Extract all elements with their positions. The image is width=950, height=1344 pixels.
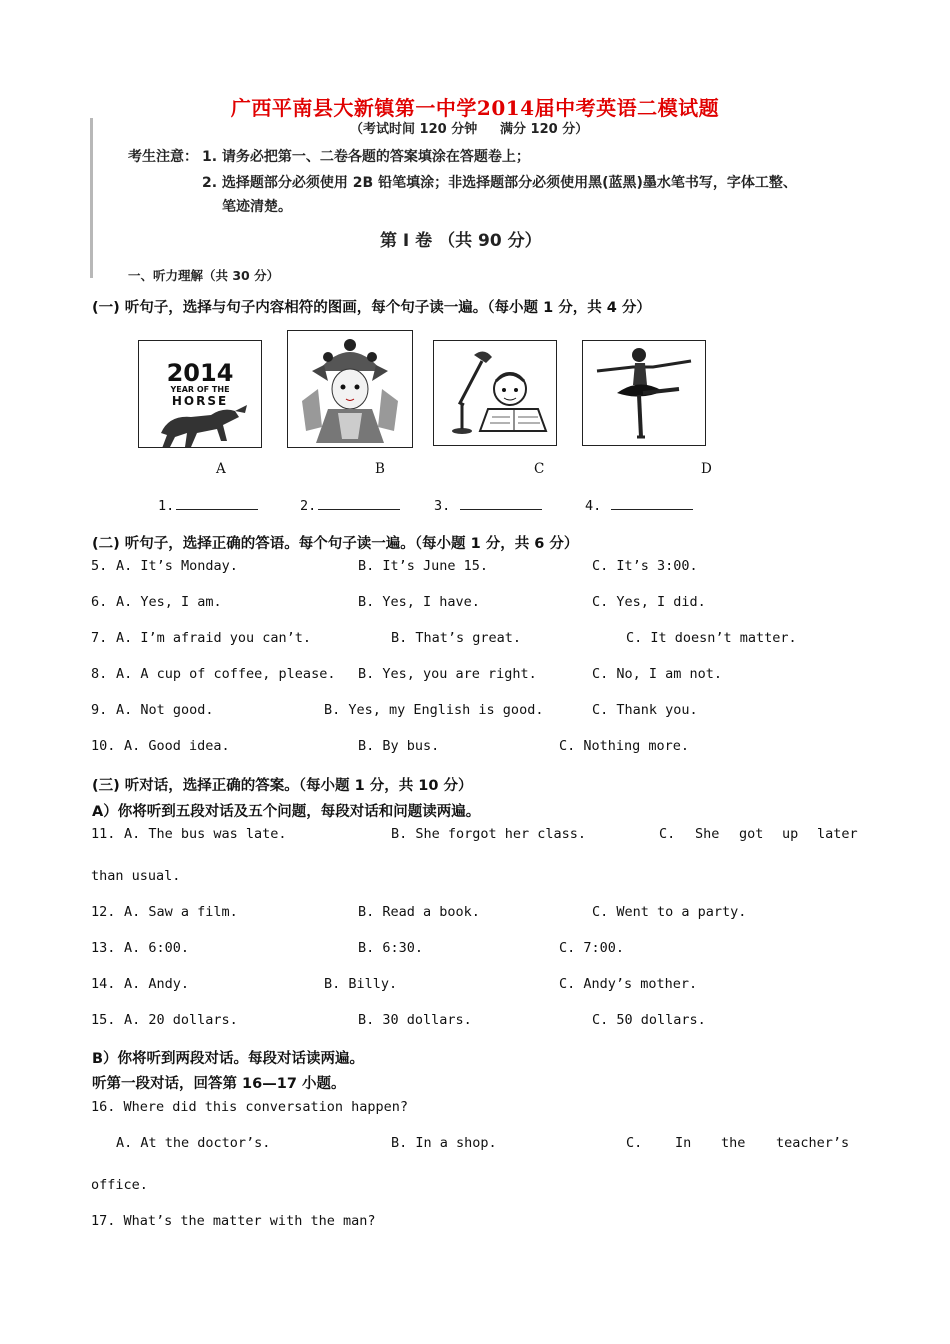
option-b[interactable]: B. 30 dollars. bbox=[358, 1012, 472, 1028]
option-c[interactable]: C. It’s 3:00. bbox=[592, 558, 698, 574]
option-c-wrap: than usual. bbox=[91, 868, 181, 884]
picture-d-label: D bbox=[701, 461, 712, 477]
option-b[interactable]: B. That’s great. bbox=[391, 630, 522, 646]
option-b[interactable]: B. It’s June 15. bbox=[358, 558, 489, 574]
option-c-word: In bbox=[675, 1135, 692, 1151]
blank-number: 4. bbox=[585, 498, 602, 514]
option-b[interactable]: B. She forgot her class. bbox=[391, 826, 587, 842]
option-a[interactable]: A. Yes, I am. bbox=[116, 594, 222, 610]
option-a[interactable]: A. 6:00. bbox=[124, 940, 190, 956]
part-heading: 一、听力理解（共 30 分） bbox=[128, 268, 280, 283]
option-c[interactable]: C. Went to a party. bbox=[592, 904, 747, 920]
option-c-word: got bbox=[739, 826, 764, 842]
blank-line bbox=[176, 497, 258, 510]
option-b[interactable]: B. By bus. bbox=[358, 738, 440, 754]
option-b[interactable]: B. Read a book. bbox=[358, 904, 480, 920]
blank-line bbox=[318, 497, 400, 510]
option-c[interactable]: C. It doesn’t matter. bbox=[626, 630, 797, 646]
volume-heading: 第 I 卷 （共 90 分） bbox=[380, 231, 542, 251]
question-number: 6. bbox=[91, 594, 108, 610]
option-b[interactable]: B. In a shop. bbox=[391, 1135, 497, 1151]
picture-a bbox=[138, 340, 262, 448]
option-a[interactable]: A. 20 dollars. bbox=[124, 1012, 238, 1028]
answer-blank-4[interactable] bbox=[585, 497, 693, 514]
picture-b-label: B bbox=[375, 461, 385, 477]
exam-info-block bbox=[88, 116, 858, 283]
picture-d bbox=[582, 340, 706, 446]
picture-c bbox=[433, 340, 557, 446]
question-number: 11. bbox=[91, 826, 116, 842]
section3-heading: (三) 听对话，选择正确的答案。（每小题 1 分，共 10 分） bbox=[92, 778, 473, 794]
question-stem: 17. What’s the matter with the man? bbox=[91, 1213, 376, 1229]
option-a[interactable]: A. At the doctor’s. bbox=[116, 1135, 271, 1151]
page-title: 广西平南县大新镇第一中学2014届中考英语二模试题 bbox=[230, 96, 720, 120]
option-a[interactable]: A. The bus was late. bbox=[124, 826, 287, 842]
blank-number: 1. bbox=[158, 498, 175, 514]
question-number: 10. bbox=[91, 738, 116, 754]
option-c[interactable]: C. 7:00. bbox=[559, 940, 625, 956]
ballet-dancer-icon bbox=[583, 341, 705, 445]
student-studying-icon bbox=[434, 341, 556, 445]
question-number: 8. bbox=[91, 666, 108, 682]
option-b[interactable]: B. Billy. bbox=[324, 976, 398, 992]
option-c[interactable]: C. Thank you. bbox=[592, 702, 698, 718]
option-c-word: later bbox=[817, 826, 858, 842]
horse-year-caption: YEAR OF THE bbox=[170, 385, 230, 394]
dialog1-instruction: 听第一段对话，回答第 16—17 小题。 bbox=[92, 1076, 346, 1092]
option-b[interactable]: B. Yes, my English is good. bbox=[324, 702, 544, 718]
answer-blank-1[interactable] bbox=[158, 497, 258, 514]
blank-line bbox=[611, 497, 693, 510]
notice-item-2-cont: 笔迹清楚。 bbox=[222, 199, 292, 215]
option-c[interactable]: C. No, I am not. bbox=[592, 666, 723, 682]
option-c[interactable]: C. 50 dollars. bbox=[592, 1012, 706, 1028]
notice-label: 考生注意： bbox=[128, 149, 198, 165]
question-number: 7. bbox=[91, 630, 108, 646]
option-c-word: She bbox=[695, 826, 720, 842]
year-of-horse-icon bbox=[139, 341, 261, 448]
option-c[interactable]: C. Yes, I did. bbox=[592, 594, 706, 610]
option-a[interactable]: A. Andy. bbox=[124, 976, 190, 992]
option-b[interactable]: B. 6:30. bbox=[358, 940, 424, 956]
blank-line bbox=[460, 497, 542, 510]
picture-c-label: C bbox=[534, 461, 545, 477]
option-c-letter[interactable]: C. bbox=[626, 1135, 643, 1151]
exam-duration: （考试时间 120 分钟 bbox=[350, 122, 478, 137]
question-number: 9. bbox=[91, 702, 108, 718]
section2-heading: (二) 听句子，选择正确的答语。每个句子读一遍。（每小题 1 分，共 6 分） bbox=[92, 536, 579, 552]
peking-opera-icon bbox=[288, 331, 412, 447]
margin-rule bbox=[90, 118, 93, 278]
option-b[interactable]: B. Yes, I have. bbox=[358, 594, 480, 610]
section3-sub-b: B）你将听到两段对话。每段对话读两遍。 bbox=[92, 1051, 365, 1067]
option-c-letter[interactable]: C. bbox=[659, 826, 676, 842]
exam-full-score: 满分 120 分） bbox=[500, 122, 589, 137]
option-c[interactable]: C. Andy’s mother. bbox=[559, 976, 698, 992]
option-b[interactable]: B. Yes, you are right. bbox=[358, 666, 537, 682]
notice-item-2: 2. 选择题部分必须使用 2B 铅笔填涂；非选择题部分必须使用黑(蓝黑)墨水笔书写，字体工整、 bbox=[202, 175, 797, 191]
option-a[interactable]: A. Not good. bbox=[116, 702, 214, 718]
option-a[interactable]: A. I’m afraid you can’t. bbox=[116, 630, 312, 646]
blank-number: 3. bbox=[434, 498, 451, 514]
option-a[interactable]: A. A cup of coffee, please. bbox=[116, 666, 336, 682]
option-a[interactable]: A. It’s Monday. bbox=[116, 558, 238, 574]
answer-blank-3[interactable] bbox=[434, 497, 542, 514]
horse-word: HORSE bbox=[171, 394, 229, 408]
option-c[interactable]: C. Nothing more. bbox=[559, 738, 690, 754]
picture-b bbox=[287, 330, 413, 448]
question-number: 13. bbox=[91, 940, 116, 956]
option-c-word: the bbox=[721, 1135, 746, 1151]
answer-blank-2[interactable] bbox=[300, 497, 400, 514]
question-stem: 16. Where did this conversation happen? bbox=[91, 1099, 408, 1115]
picture-a-label: A bbox=[216, 461, 226, 477]
question-number: 5. bbox=[91, 558, 108, 574]
section3-sub-a: A）你将听到五段对话及五个问题，每段对话和问题读两遍。 bbox=[92, 804, 481, 820]
option-a[interactable]: A. Saw a film. bbox=[124, 904, 238, 920]
option-a[interactable]: A. Good idea. bbox=[124, 738, 230, 754]
notice-item-1: 1. 请务必把第一、二卷各题的答案填涂在答题卷上； bbox=[202, 149, 530, 165]
option-c-wrap: office. bbox=[91, 1177, 148, 1193]
option-c-word: teacher’s bbox=[776, 1135, 850, 1151]
blank-number: 2. bbox=[300, 498, 317, 514]
question-number: 12. bbox=[91, 904, 116, 920]
option-c-word: up bbox=[782, 826, 799, 842]
section1-heading: (一) 听句子，选择与句子内容相符的图画，每个句子读一遍。（每小题 1 分，共 4 分） bbox=[92, 300, 651, 316]
question-number: 14. bbox=[91, 976, 116, 992]
question-number: 15. bbox=[91, 1012, 116, 1028]
horse-year-number: 2014 bbox=[166, 359, 234, 387]
